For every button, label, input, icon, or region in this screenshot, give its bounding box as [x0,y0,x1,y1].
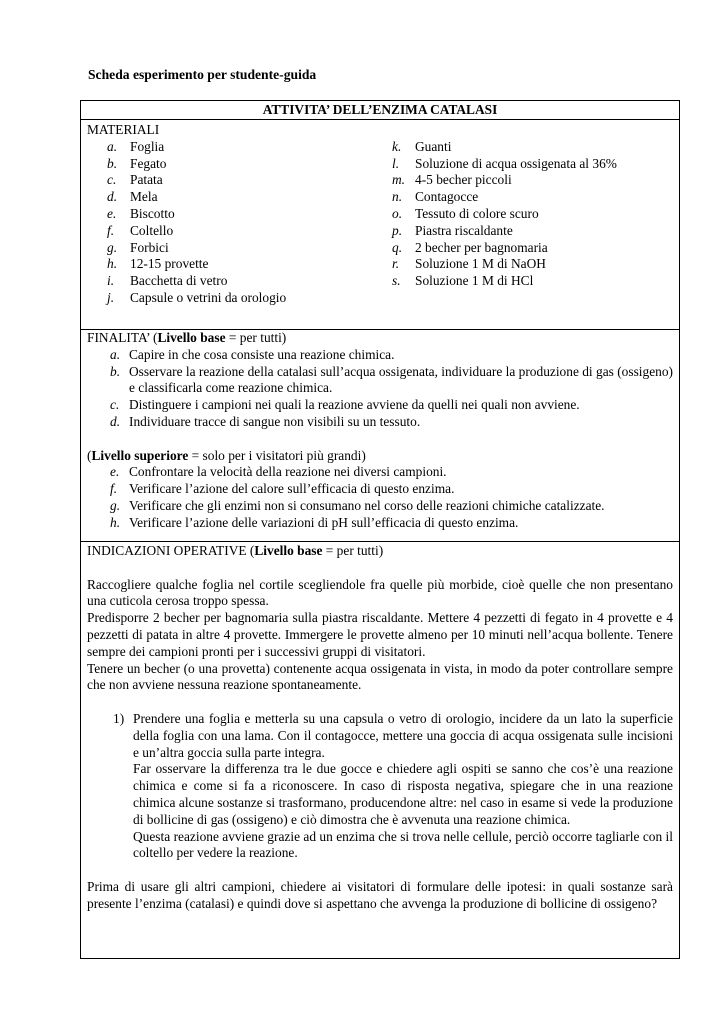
item-text: Tessuto di colore scuro [415,205,539,221]
finalita-item [87,515,673,532]
item-text: 4-5 becher piccoli [415,172,512,188]
item-letter: b. [110,363,121,379]
item-text: Foglia [130,138,165,154]
material-item [107,256,387,273]
finalita-superiore-list [87,464,673,531]
step-1-text-b: Far osservare la differenza tra le due gocce e chiedere agli ospiti se sanno che cos’è una reazione chimica e come si fa a riconoscere. In caso di risposta negativa, spiegare che in una reazione chimica alcune sostanze si trasformano, producendone altre: nel caso in esame si vede la produzione di bollicine di gas (ossigeno) e ciò dimostra che è avvenuta una reazione chimica. [133,761,673,827]
item-text: Guanti [415,138,452,154]
item-text: Soluzione di acqua ossigenata al 36% [415,155,617,171]
materials-left-column [107,139,387,307]
material-item [107,172,387,189]
item-letter: r. [392,256,400,272]
item-letter: g. [107,239,118,255]
material-item [107,139,387,156]
material-item [392,256,672,273]
material-item [392,273,672,290]
finalita-superiore-heading: (Livello superiore = solo per i visitatori più grandi) [87,447,366,463]
step-1-number: 1) [113,710,125,726]
item-letter: n. [392,189,403,205]
item-text: Bacchetta di vetro [130,273,228,289]
item-letter: f. [107,222,115,238]
item-letter: m. [392,172,406,188]
finalita-heading: FINALITA’ (Livello base = per tutti) [87,330,287,345]
item-text: Coltello [130,222,174,238]
finalita-item [87,347,673,364]
step-1-text-a: Prendere una foglia e metterla su una capsula o vetro di orologio, incidere da un lato la superficie della foglia con una lama. Con il contagocce, mettere una goccia di acqua ossigenata sulle incisioni e un’altra goccia sulla parte integra. [133,710,673,760]
indicazioni-heading: INDICAZIONI OPERATIVE (Livello base = per tutti) [87,543,384,558]
materials-right-column [392,139,672,290]
item-text: Individuare tracce di sangue non visibili su un tessuto. [129,413,421,429]
item-text: Capire in che cosa consiste una reazione chimica. [129,346,395,362]
item-letter: j. [107,289,115,305]
item-letter: a. [107,138,118,154]
item-text: Soluzione 1 M di HCl [415,273,534,289]
item-letter: f. [110,481,118,497]
finalita-item [87,464,673,481]
item-letter: i. [107,273,115,289]
item-text: Confrontare la velocità della reazione nei diversi campioni. [129,464,447,480]
material-item [107,206,387,223]
indicazioni-paragraph-1: Raccogliere qualche foglia nel cortile scegliendole fra quelle più morbide, cioè quelle che non presentano una cuticola cerosa troppo spessa. [87,576,673,609]
item-letter: e. [110,464,120,480]
item-letter: c. [107,172,117,188]
item-text: Fegato [130,155,167,171]
item-text: Verificare l’azione delle variazioni di pH sull’efficacia di questo enzima. [129,514,519,530]
finalita-item [87,414,673,431]
material-item [392,240,672,257]
material-item [107,273,387,290]
indicazioni-paragraph-2: Predisporre 2 becher per bagnomaria sulla piastra riscaldante. Mettere 4 pezzetti di fegato in 4 provette e 4 pezzetti di patata in altre 4 provette. Immergere le provette almeno per 10 minuti nell’acqua bollente. Tenere sempre dei campioni pronti per i successivi gruppi di visitatori. [87,610,673,659]
item-text: Contagocce [415,189,479,205]
material-item [392,189,672,206]
finalita-item [87,364,673,398]
material-item [107,240,387,257]
item-text: Capsule o vetrini da orologio [130,289,287,305]
item-letter: h. [110,514,121,530]
item-letter: h. [107,256,118,272]
item-letter: s. [392,273,401,289]
item-text: Verificare che gli enzimi non si consumano nel corso delle reazioni chimiche catalizzate. [129,497,605,513]
item-letter: e. [107,205,117,221]
item-text: Distinguere i campioni nei quali la reazione avviene da quelli nei quali non avviene. [129,397,580,413]
item-letter: k. [392,138,402,154]
indicazioni-paragraph-3: Tenere un becher (o una provetta) contenente acqua ossigenata in vista, in modo da poter controllare sempre che non avviene nessuna reazione spontaneamente. [87,660,673,693]
material-item [107,156,387,173]
step-1-text-c: Questa reazione avviene grazie ad un enzima che si trova nelle cellule, perciò occorre tagliarle con il coltello per vedere la reazione. [133,828,673,861]
material-item [392,156,672,173]
material-item [107,290,387,307]
material-item [392,139,672,156]
material-item [392,172,672,189]
item-letter: c. [110,397,120,413]
item-text: Patata [130,172,163,188]
step-1 [87,711,673,862]
material-item [392,223,672,240]
item-letter: g. [110,497,121,513]
activity-table [80,100,680,959]
finalita-item [87,481,673,498]
item-letter: b. [107,155,118,171]
item-letter: q. [392,239,403,255]
indicazioni-section [81,541,679,958]
indicazioni-paragraph-4: Prima di usare gli altri campioni, chiedere ai visitatori di formulare delle ipotesi: in quali sostanze sarà presente l’enzima (catalasi) e quindi dove si aspettano che avvenga la produzione di bollicine di ossigeno? [87,878,673,911]
material-item [107,223,387,240]
item-text: 12-15 provette [130,256,209,272]
item-letter: o. [392,205,403,221]
item-text: Soluzione 1 M di NaOH [415,256,546,272]
material-item [107,189,387,206]
item-letter: d. [110,413,121,429]
material-item [392,206,672,223]
table-title: ATTIVITA’ DELL’ENZIMA CATALASI [262,102,498,117]
item-letter: p. [392,222,403,238]
finalita-item [87,498,673,515]
sheet-title: Scheda esperimento per studente-guida [88,67,317,82]
item-letter: l. [392,155,400,171]
item-text: Verificare l’azione del calore sull’efficacia di questo enzima. [129,481,455,497]
item-letter: d. [107,189,118,205]
finalita-base-list [87,347,673,431]
item-letter: a. [110,346,121,362]
finalita-section [81,329,679,542]
materials-section [81,119,679,329]
item-text: Biscotto [130,205,175,221]
item-text: Forbici [130,239,169,255]
materials-heading: MATERIALI [87,122,160,137]
item-text: Mela [130,189,158,205]
item-text: 2 becher per bagnomaria [415,239,548,255]
item-text: Piastra riscaldante [415,222,513,238]
finalita-item [87,397,673,414]
item-text: Osservare la reazione della catalasi sull’acqua ossigenata, individuare la produzione di gas (ossigeno) e classificarla come reazione chimica. [129,363,673,396]
